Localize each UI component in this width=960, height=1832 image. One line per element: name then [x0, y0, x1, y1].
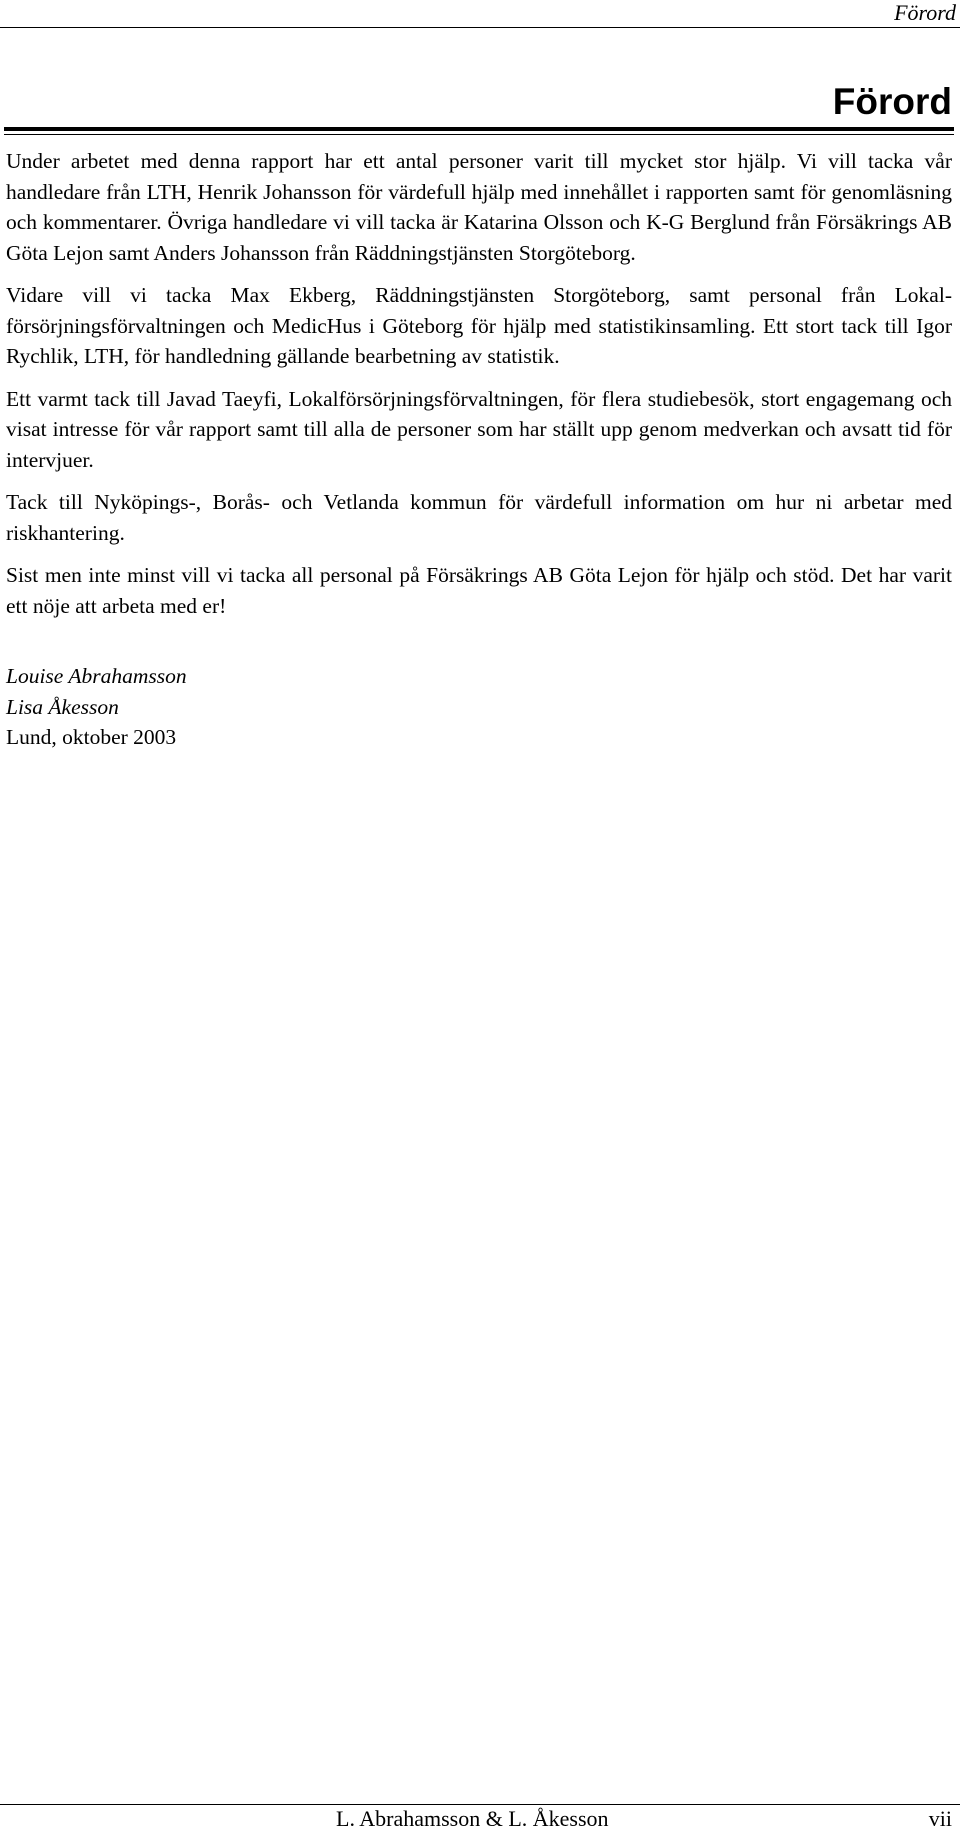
- signature-author-2: Lisa Åkesson: [6, 694, 119, 719]
- paragraph-acknowledgements-municipalities: Tack till Nyköpings-, Borås- och Vetlanda kommun för värdefull information om hur ni arbetar med riskhantering.: [6, 490, 952, 545]
- footer-authors: L. Abrahamsson & L. Åkesson: [336, 1806, 609, 1831]
- paragraph-acknowledgements-statistics: Vidare vill vi tacka Max Ekberg, Räddningstjänsten Storgöteborg, samt personal från Lokal-försörjningsförvaltningen och MedicHus i Göteborg för hjälp med statistikinsamling. Ett stort tack till Igor Rychlik, LTH, för handledning gällande bearbetning av statistik.: [6, 283, 952, 368]
- header-rule: [0, 27, 960, 28]
- place-and-date: Lund, oktober 2003: [6, 725, 177, 749]
- title-rule-thin: [4, 134, 954, 135]
- body-text: [6, 146, 952, 753]
- footer-rule: [0, 1804, 960, 1805]
- paragraph-acknowledgements-study-visits: Ett varmt tack till Javad Taeyfi, Lokalförsörjningsförvaltningen, för flera studiebesök, stort engagemang och visat intresse för vår rapport samt till alla de personer som har ställt upp genom medverkan och avsatt tid för intervjuer.: [6, 386, 952, 472]
- running-header: Förord: [894, 0, 956, 25]
- chapter-title: Förord: [832, 81, 952, 122]
- signature-block: [6, 661, 952, 753]
- paragraph-acknowledgements-supervisors: Under arbetet med denna rapport har ett antal personer varit till mycket stor hjälp. Vi vill tacka vår handledare från LTH, Henrik Johansson för värdefull hjälp med innehållet i rapporten samt för genomläsning och kommentarer. Övriga handledare vi vill tacka är Katarina Olsson och K-G Berglund från Försäkrings AB Göta Lejon samt Anders Johansson från Räddningstjänsten Storgöteborg.: [6, 149, 952, 265]
- signature-author-1: Louise Abrahamsson: [6, 664, 187, 688]
- title-rule-thick: [4, 127, 954, 131]
- paragraph-acknowledgements-final: Sist men inte minst vill vi tacka all personal på Försäkrings AB Göta Lejon för hjälp och stöd. Det har varit ett nöje att arbeta med er!: [6, 563, 952, 618]
- page-number: vii: [928, 1806, 952, 1831]
